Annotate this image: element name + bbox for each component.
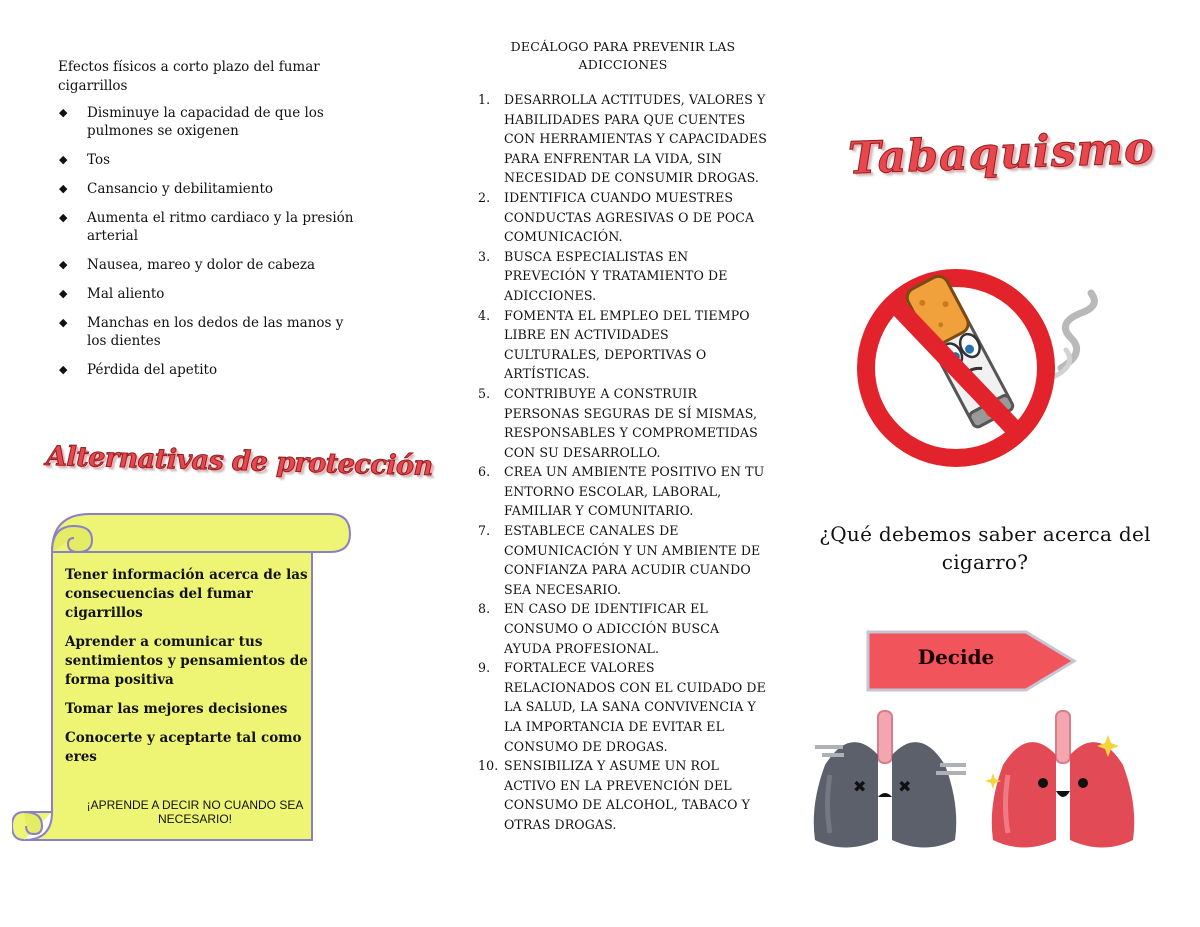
scroll-footer: ¡APRENDE A DECIR NO CUANDO SEA NECESARIO! (86, 798, 304, 826)
decalogue-section (478, 38, 768, 835)
decalogue-list (478, 90, 768, 835)
list-item: ◆ Cansancio y debilitamiento (59, 181, 274, 197)
diamond-bullet-icon: ◆ (59, 182, 68, 195)
list-item: Tener información acerca de las consecuencias del fumar cigarrillos (65, 567, 308, 621)
diamond-bullet-icon: ◆ (59, 363, 68, 376)
list-item: ◆ Mal aliento (59, 286, 165, 302)
alternatives-title: Alternativas de protección (45, 440, 434, 483)
decide-arrow (866, 630, 1078, 692)
diamond-bullet-icon: ◆ (59, 211, 68, 224)
cover-title: Tabaquismo (847, 122, 1156, 185)
list-item: ◆ Manchas en los dedos de las manos y los dientes (59, 315, 344, 349)
diamond-bullet-icon: ◆ (59, 106, 68, 119)
list-item: Aprender a comunicar tus sentimientos y pensamientos de forma positiva (65, 634, 308, 688)
list-item: 3. BUSCA ESPECIALISTAS EN PREVECIÓN Y TRATAMIENTO DE ADICCIONES. (478, 248, 728, 303)
effects-section (58, 58, 358, 390)
list-item: 8. EN CASO DE IDENTIFICAR EL CONSUMO O ADICCIÓN BUSCA AYUDA PROFESIONAL. (478, 601, 720, 656)
list-item: Tomar las mejores decisiones (65, 701, 288, 717)
list-item: ◆ Nausea, mareo y dolor de cabeza (59, 257, 316, 273)
list-item: 10. SENSIBILIZA Y ASUME UN ROL ACTIVO EN LA PREVENCIÓN DEL CONSUMO DE ALCOHOL, TABACO Y OTRAS DROGAS. (478, 758, 751, 832)
decalogue-title: DECÁLOGO PARA PREVENIR LAS ADICCIONES (510, 39, 736, 72)
healthy-lungs-icon (985, 711, 1134, 848)
svg-text:✖: ✖ (853, 777, 867, 796)
list-item: Conocerte y aceptarte tal como eres (65, 730, 302, 765)
list-item: 4. FOMENTA EL EMPLEO DEL TIEMPO LIBRE EN ACTIVIDADES CULTURALES, DEPORTIVAS O ARTÍSTICAS. (478, 307, 750, 382)
list-item: 5. CONTRIBUYE A CONSTRUIR PERSONAS SEGURAS DE SÍ MISMAS, RESPONSABLES Y COMPROMETIDAS CON SU DESARROLLO. (478, 385, 758, 460)
no-smoking-icon (856, 258, 1116, 478)
list-item: 6. CREA UN AMBIENTE POSITIVO EN TU ENTORNO ESCOLAR, LABORAL, FAMILIAR Y COMUNITARIO. (478, 464, 765, 519)
list-item: ◆ Pérdida del apetito (59, 362, 218, 378)
alternatives-list (65, 566, 310, 777)
decide-label: Decide (917, 645, 995, 669)
list-item: 7. ESTABLECE CANALES DE COMUNICACIÓN Y UN AMBIENTE DE CONFIANZA PARA ACUDIR CUANDO SEA NECESARIO. (478, 523, 761, 597)
cover-question: ¿Qué debemos saber acerca del cigarro? (819, 522, 1151, 574)
effects-list (58, 104, 358, 379)
list-item: 1. DESARROLLA ACTITUDES, VALORES Y HABILIDADES PARA QUE CUENTES CON HERRAMIENTAS Y CAPACIDADES PARA ENFRENTAR LA VIDA, SIN NECESIDAD DE CONSUMIR DROGAS. (478, 92, 767, 186)
list-item: 9. FORTALECE VALORES RELACIONADOS CON EL CUIDADO DE LA SALUD, LA SANA CONVIVENCIA Y LA IMPORTANCIA DE EVITAR EL CONSUMO DE DROGAS. (478, 660, 766, 754)
list-item: ◆ Aumenta el ritmo cardiaco y la presión arterial (59, 210, 354, 244)
diamond-bullet-icon: ◆ (59, 287, 68, 300)
sick-lungs-icon (814, 711, 966, 848)
alternatives-scroll (12, 512, 352, 842)
diamond-bullet-icon: ◆ (59, 153, 68, 166)
svg-text:✖: ✖ (898, 777, 912, 796)
list-item: ◆ Tos (59, 152, 111, 168)
diamond-bullet-icon: ◆ (59, 316, 68, 329)
diamond-bullet-icon: ◆ (59, 258, 68, 271)
lungs-illustration (810, 705, 1150, 855)
list-item: 2. IDENTIFICA CUANDO MUESTRES CONDUCTAS AGRESIVAS O DE POCA COMUNICACIÓN. (478, 189, 755, 245)
list-item: ◆ Disminuye la capacidad de que los pulmones se oxigenen (59, 105, 324, 139)
effects-title: Efectos físicos a corto plazo del fumar cigarrillos (58, 59, 320, 94)
